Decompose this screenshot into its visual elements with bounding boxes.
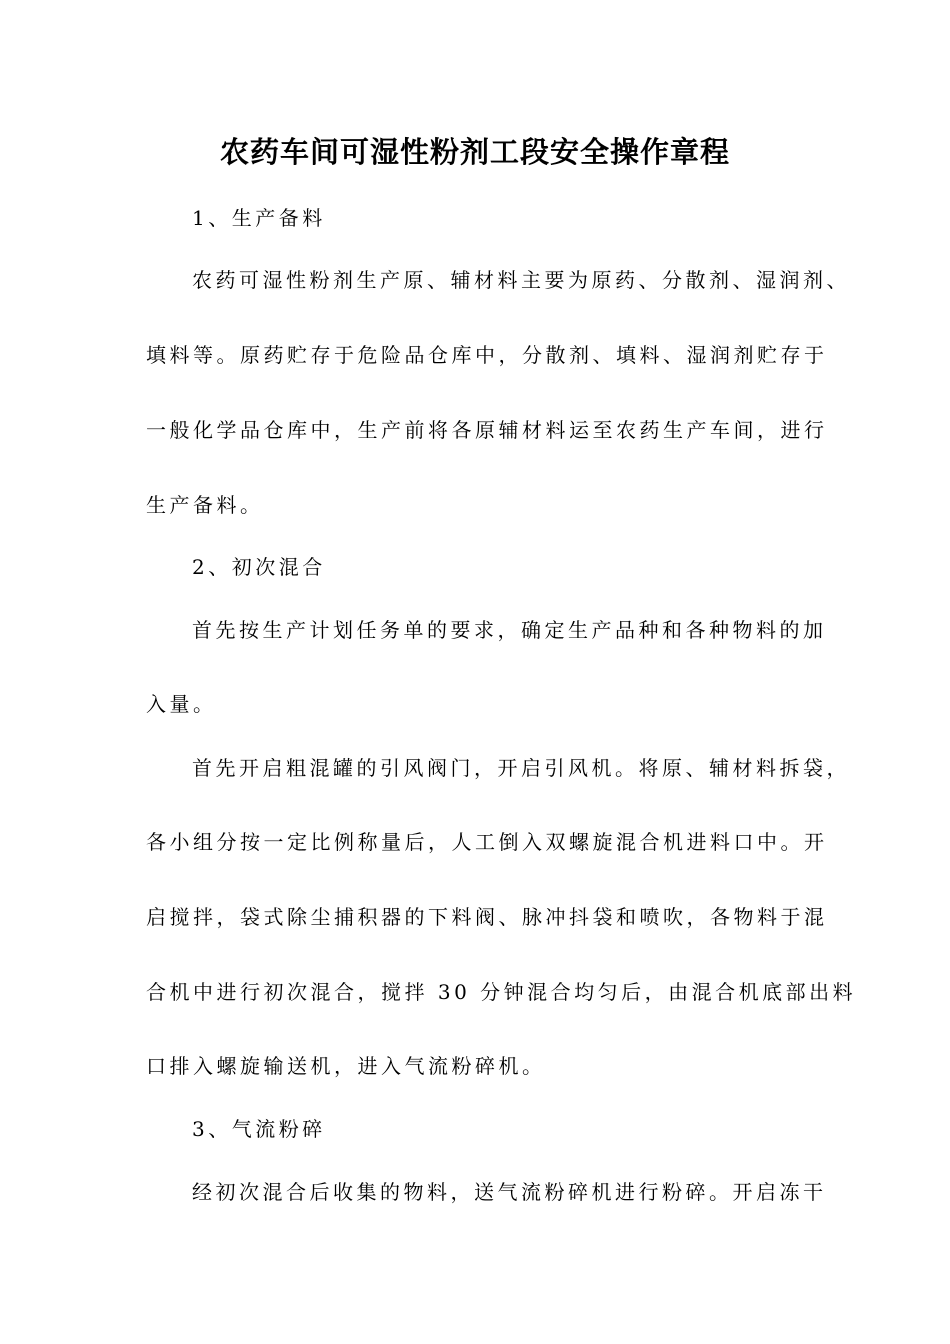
paragraph-line: 一般化学品仓库中，生产前将各原辅材料运至农药生产车间，进行 [146,418,828,442]
paragraph-line: 口排入螺旋输送机，进入气流粉碎机。 [146,1054,546,1078]
paragraph-line: 农药可湿性粉剂生产原、辅材料主要为原药、分散剂、湿润剂、 [192,268,850,292]
paragraph-line: 填料等。原药贮存于危险品仓库中，分散剂、填料、湿润剂贮存于 [146,343,828,367]
paragraph-line: 启搅拌，袋式除尘捕积器的下料阀、脉冲抖袋和喷吹，各物料于混 [146,905,828,929]
paragraph-line: 经初次混合后收集的物料，送气流粉碎机进行粉碎。开启冻干 [192,1180,827,1204]
document-title: 农药车间可湿性粉剂工段安全操作章程 [219,135,730,169]
paragraph-line: 入量。 [146,692,217,716]
section-heading-1: 1、生产备料 [192,206,326,230]
paragraph-line: 各小组分按一定比例称量后，人工倒入双螺旋混合机进料口中。开 [146,830,828,854]
section-heading-2: 2、初次混合 [192,555,326,579]
paragraph-line: 生产备料。 [146,493,264,517]
paragraph-line: 首先按生产计划任务单的要求，确定生产品种和各种物料的加 [192,618,827,642]
section-heading-3: 3、气流粉碎 [192,1117,326,1141]
paragraph-line: 合机中进行初次混合，搅拌 30 分钟混合均匀后，由混合机底部出料 [146,980,857,1004]
paragraph-line: 首先开启粗混罐的引风阀门，开启引风机。将原、辅材料拆袋， [192,756,850,780]
